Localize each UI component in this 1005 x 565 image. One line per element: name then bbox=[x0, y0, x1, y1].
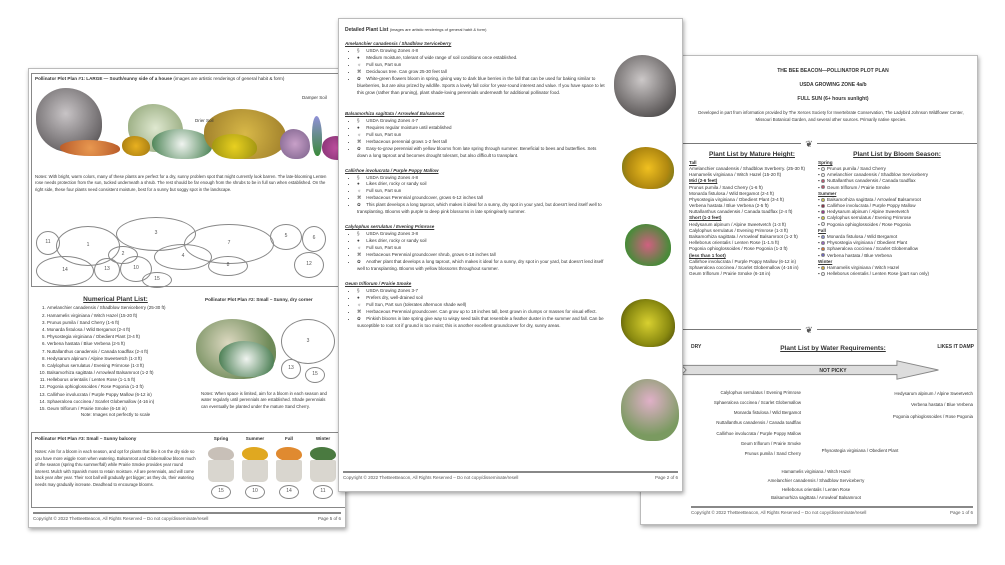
plant-detail-text: USDA Growing Zones 3-8 bbox=[365, 231, 419, 237]
water-item: Callirhoe involucrata / Purple Poppy Mallow bbox=[716, 430, 801, 436]
sun-icon: ☼ bbox=[357, 61, 362, 67]
pot-image bbox=[208, 460, 234, 482]
plant-detail bbox=[357, 202, 607, 216]
plant-detail bbox=[357, 238, 607, 245]
plant-list-item: 4. Monarda fistulosa / Wild Bergamot (2-4 ft) bbox=[47, 326, 198, 333]
list-note: Note: Images not perfectly to scale bbox=[80, 412, 151, 418]
bee-divider bbox=[641, 325, 977, 335]
plant-detail-text: Full Sun, Part sun (tolerates afternoon shade well) bbox=[365, 302, 467, 307]
plant-section bbox=[345, 41, 607, 97]
height-list-item: Physostegia virginiana / Obedient Plant (3-4 ft) bbox=[689, 196, 784, 202]
plan-circle: 12 bbox=[294, 252, 324, 278]
height-group-label: Mid (2-6 feet) bbox=[689, 178, 718, 184]
plant-detail bbox=[357, 69, 607, 76]
height-list-item: Calylophus serrulatus / Evening Primrose (1-3 ft) bbox=[689, 227, 789, 233]
water-drop-icon: ● bbox=[357, 54, 360, 60]
water-item: Balsamorhiza sagittata / Arrowleaf Balsamroot bbox=[771, 495, 861, 501]
height-list-item: Verbena hastata / Blue Verbena (2-5 ft) bbox=[689, 203, 769, 209]
plan2-circle: 15 bbox=[305, 367, 325, 383]
water-list-title: Plant List by Water Requirements: bbox=[780, 345, 886, 352]
size-icon: ⌘ bbox=[357, 68, 362, 74]
bloom-item-label: Hamamelis virginiana / Witch Hazel bbox=[826, 264, 900, 270]
pot-number-circle: 14 bbox=[279, 485, 299, 499]
plan-circle: 3 bbox=[116, 217, 196, 251]
plant-detail-text: USDA Growing Zones 3-7 bbox=[365, 288, 419, 294]
map-icon: § bbox=[357, 174, 360, 180]
sun-icon: ☼ bbox=[357, 131, 362, 137]
credit-note: Developed in part from information provided by The Xerces Society for Invertebrate Conservation, The Ladybird Johnson Wildflower Center, Missouri Botanical Garden, and several other sources. Primarily native species. bbox=[698, 110, 964, 122]
water-item: Verbena hastata / Blue Verbena bbox=[910, 402, 973, 408]
plant-name: Callirhoe involucrata / Purple Poppy Mallow bbox=[345, 167, 439, 173]
bloom-item-label: Callirhoe involucrata / Purple Poppy Mallow bbox=[826, 203, 916, 209]
plant-detail bbox=[357, 139, 607, 146]
bullet-icon: ▪ bbox=[818, 209, 821, 215]
bullet-icon: ▪ bbox=[818, 240, 821, 246]
plant-detail bbox=[357, 252, 607, 259]
plant-list-item: 6. Verbena hastata / Blue Verbena (2-5 ft) bbox=[47, 340, 198, 347]
water-item: Geum triflorum / Prairie Smoke bbox=[740, 440, 801, 446]
color-dot-icon bbox=[821, 235, 825, 239]
bullet-icon: ▪ bbox=[818, 252, 821, 258]
plant-list-item: 15. Geum triflorum / Prairie Smoke (6-18 in) bbox=[47, 405, 198, 412]
page-footer bbox=[343, 471, 678, 482]
map-icon: § bbox=[357, 288, 360, 294]
plan1-notes: Notes: With bright, warm colors, many of these plants are perfect for a dry, sunny problem spot that might currently look barren. The late-blooming Lenten rose needs protection from the sun, tucked underneath a shrub. The rest should be far enough from the shrubs to be in full sun when established. On the right side, these four plants need consistent moisture, best for a sunny but soggy spot in the landscape. bbox=[35, 174, 327, 192]
color-dot-icon bbox=[821, 185, 825, 189]
height-list-item: Prunus pumila / Sand Cherry (1-6 ft) bbox=[689, 184, 763, 190]
plan2-white-flowers-image bbox=[219, 341, 274, 377]
size-icon: ⌘ bbox=[357, 138, 362, 144]
plant-list-item: 11. Helleborus orientalis / Lenten Rose (1-1.5 ft) bbox=[47, 376, 198, 383]
plant-list-item: 2. Hamamelis virginiana / Witch Hazel (15-20 ft) bbox=[47, 312, 198, 319]
water-drop-icon: ● bbox=[357, 295, 360, 301]
plan-circle: 5 bbox=[270, 224, 302, 250]
color-dot-icon bbox=[821, 173, 825, 177]
plant-name: Amelanchier canadensis / Shadblow Serviceberry bbox=[345, 41, 452, 46]
flower-icon: ✿ bbox=[357, 145, 361, 151]
plant-detail-text: USDA Growing Zones 4-8 bbox=[365, 47, 419, 53]
balsamroot-image bbox=[622, 147, 674, 189]
water-item: Hamamelis virginiana / Witch Hazel bbox=[781, 469, 851, 474]
bloom-list-item bbox=[818, 271, 976, 277]
bullet-icon: ▪ bbox=[818, 215, 821, 221]
water-item: Calylophus serrulatus / Evening Primrose bbox=[720, 390, 801, 395]
likes-damp-label: LIKES IT DAMP bbox=[937, 344, 974, 350]
height-list-item: Pogonia ophioglossoides / Rose Pogonia (1-3 ft) bbox=[689, 246, 788, 252]
height-group-label: (less than 1 foot) bbox=[689, 252, 726, 258]
color-dot-icon bbox=[821, 167, 825, 171]
water-item: Monarda fistulosa / Wild Bergamot bbox=[733, 410, 801, 416]
bullet-icon: ▪ bbox=[818, 172, 821, 178]
plan-circle: 11 bbox=[36, 231, 60, 255]
bloom-item-label: Monarda fistulosa / Wild Bergamot bbox=[826, 234, 898, 240]
plant-name: Calylophus serrulatus / Evening Primrose bbox=[345, 224, 435, 230]
pot-image bbox=[242, 460, 268, 482]
plant-detail bbox=[357, 76, 607, 97]
numerical-list-title: Numerical Plant List: bbox=[83, 296, 148, 303]
plant-detail-text: Another plant that develops a long taproot, which makes it ideal for a sunny, dry spot in your yard, but doesn't lend itself well to transplanting. Blooms with yellow blossoms throughout summer. bbox=[357, 259, 604, 272]
bloom-item-label: Helleborus orientalis / Lenten Rose (part sun only) bbox=[826, 271, 930, 277]
plant-detail-text: Herbaceous Perennial groundcover, grows 6-12 inches tall bbox=[365, 195, 483, 201]
evening-primrose-image bbox=[621, 299, 675, 347]
season-label: Winter bbox=[315, 436, 331, 441]
plant-detail-text: This plant develops a long taproot, which makes it ideal for a sunny, dry spot in your yard, but doesn't lend itself well to transplanting. Blooms with purple to deep pink blossoms in late spring/early summer. bbox=[357, 202, 602, 215]
drier-soil-label: Drier Soil bbox=[195, 118, 214, 123]
plant-list-item: 1. Amelanchier canadensis / Shadblow Serviceberry (25-30 ft) bbox=[47, 304, 198, 311]
page-2-detailed-plant-list bbox=[338, 18, 683, 492]
bullet-icon: ▪ bbox=[818, 196, 821, 202]
color-dot-icon bbox=[821, 222, 825, 226]
height-list-item: Helleborus orientalis / Lenten Rose (1-1.5 ft) bbox=[689, 240, 780, 246]
potted-plant-image bbox=[242, 447, 268, 461]
sun-icon: ☼ bbox=[357, 302, 362, 307]
page-footer bbox=[691, 506, 973, 517]
plan-circle: 8 bbox=[208, 256, 248, 276]
height-list-item: Nuttallanthus canadensis / Canada toadflax (2-4 ft) bbox=[689, 209, 793, 215]
pot-image bbox=[310, 460, 336, 482]
plan-circle: 6 bbox=[302, 226, 326, 252]
plan-circle: 7 bbox=[184, 224, 274, 264]
water-item: Amelanchier canadensis / Shadblow Serviceberry bbox=[767, 477, 865, 483]
page-5-plot-plans bbox=[28, 68, 346, 528]
plant-detail bbox=[357, 132, 607, 139]
bullet-icon: ▪ bbox=[818, 203, 821, 209]
globemallow-image bbox=[60, 140, 120, 156]
size-icon: ⌘ bbox=[357, 252, 362, 258]
bloom-group-label: Fall bbox=[818, 227, 826, 233]
water-drop-icon: ● bbox=[357, 124, 360, 130]
plan-circle: 13 bbox=[94, 258, 120, 282]
height-list-item: Hamamelis virginiana / Witch Hazel (15-20 ft) bbox=[689, 172, 782, 178]
plant-detail bbox=[357, 118, 607, 125]
plant-detail-text: Full sun, Part sun bbox=[365, 188, 402, 194]
bee-ornament-icon: ❦ bbox=[801, 139, 817, 149]
plant-list-item: 13. Callirhoe involucrata / Purple Poppy Mallow (6-12 in) bbox=[47, 391, 198, 398]
bloom-list-title: Plant List by Bloom Season: bbox=[853, 151, 941, 158]
plant-detail-text: Likes drier, rocky or sandy soil bbox=[365, 181, 427, 187]
flower-icon: ✿ bbox=[357, 202, 361, 208]
height-list-item: Balsamorhiza sagittata / Arrowleaf Balsamroot (1-2 ft) bbox=[689, 234, 798, 240]
copyright: Copyright © 2022 TheBeeBeacon, All Rights Reserved – Do not copy/disseminate/resell bbox=[33, 516, 209, 521]
bloom-item-label: Pogonia ophioglossoides / Rose Pogonia bbox=[826, 221, 911, 227]
water-item: Nuttallanthus canadensis / Canada toadflax bbox=[716, 420, 801, 426]
plan3-box bbox=[31, 432, 346, 508]
not-picky-label: NOT PICKY bbox=[819, 368, 847, 374]
bullet-icon: ▪ bbox=[818, 221, 821, 227]
bullet-icon: ▪ bbox=[818, 271, 821, 277]
plant-detail-text: Medium moisture, tolerant of wide range of soil conditions once established. bbox=[365, 54, 518, 60]
pot-number-circle: 11 bbox=[313, 485, 333, 499]
map-icon: § bbox=[357, 47, 360, 53]
plant-detail bbox=[357, 188, 607, 195]
bullet-icon: ▪ bbox=[818, 178, 821, 184]
plant-detail bbox=[357, 231, 607, 238]
plant-detail bbox=[357, 175, 607, 182]
season-label: Spring bbox=[213, 436, 229, 441]
page-footer bbox=[33, 512, 341, 523]
plant-list-item: 3. Prunus pumila / Sand Cherry (1-6 ft) bbox=[47, 319, 198, 326]
color-dot-icon bbox=[821, 198, 825, 202]
height-list-item: Amelanchier canadensis / Shadblow Sverberry. (25-30 ft) bbox=[689, 165, 806, 171]
plan-circle: 2 bbox=[108, 246, 138, 264]
height-list-item: Monarda fistulosa / Wild Bergamot (2-4 ft) bbox=[689, 190, 775, 196]
plant-detail bbox=[357, 316, 607, 330]
plant-detail-text: White-green flowers bloom in spring, giving way to dark blue berries in the fall that can be used for baking similar to blueberries, but are also prized by wildlife. Sports a lovely fall color for year-round interest and value. If you have space to let this grow (rather than pruning), plant shade-loving perennials underneath for additional pollinator food. bbox=[357, 75, 605, 95]
plant-detail-text: Requires regular moisture until established bbox=[365, 124, 452, 130]
flower-icon: ✿ bbox=[357, 75, 361, 81]
plant-detail bbox=[357, 55, 607, 62]
potted-plant-image bbox=[276, 447, 302, 461]
poppy-mallow-image bbox=[625, 224, 671, 266]
plant-detail bbox=[357, 125, 607, 132]
bloom-season-list bbox=[818, 151, 976, 277]
color-dot-icon bbox=[821, 253, 825, 257]
damper-soil-label: Damper Soil bbox=[302, 95, 327, 100]
color-dot-icon bbox=[821, 179, 825, 183]
page-1-overview bbox=[640, 55, 978, 525]
plant-detail-text: Full sun, Part sun bbox=[365, 61, 402, 67]
plant-section bbox=[345, 168, 607, 217]
bloom-item-label: Geum triflorum / Prairie Smoke bbox=[826, 184, 890, 190]
bullet-icon: ▪ bbox=[818, 165, 821, 171]
pot-image bbox=[276, 460, 302, 482]
page-number: Page 1 of 6 bbox=[949, 510, 973, 515]
height-list-item: Hedysarum alpinum / Alpine Sweetvetch (1-3 ft) bbox=[689, 221, 787, 227]
color-dot-icon bbox=[821, 272, 825, 276]
plant-detail-text: Full sun, Part sun bbox=[365, 131, 402, 137]
dry-label: DRY bbox=[691, 344, 702, 350]
bullet-icon: ▪ bbox=[818, 264, 821, 270]
plan2-title: Pollinator Plot Plan #2: Small – Sunny, dry corner bbox=[205, 297, 313, 302]
bullet-icon: ▪ bbox=[818, 184, 821, 190]
plant-list-item: 5. Physostegia virginiana / Obedient Plant (3-4 ft) bbox=[47, 333, 198, 340]
plant-detail bbox=[357, 288, 607, 295]
verbena-image bbox=[312, 116, 322, 156]
height-list-item: Callirhoe involucrata / Purple Poppy Mallow (6-12 in) bbox=[689, 258, 796, 264]
plan-circle: 4 bbox=[154, 244, 212, 270]
plant-list-item: 8. Hedysarum alpinum / Alpine Sweetvetch (1-3 ft) bbox=[47, 355, 198, 362]
plan2-notes: Notes: When space is limited, aim for a bloom in each season and water regularly until perennials are established. Shade perennials can eventually be planted under the mature Sand Cherry. bbox=[201, 391, 327, 409]
plan-circle: 15 bbox=[142, 272, 172, 288]
plant-detail-text: Likes drier, rocky or sandy soil bbox=[365, 238, 427, 244]
prairie-smoke-image bbox=[621, 379, 679, 441]
color-dot-icon bbox=[821, 241, 825, 245]
plan-circle: 10 bbox=[120, 256, 152, 282]
water-item: Prunus pumila / Sand Cherry bbox=[744, 450, 801, 456]
bloom-item-label: Physostegia virginiana / Obedient Plant bbox=[826, 240, 908, 246]
bloom-item-label: Amelanchier canadensis / Shadblow Serviceberry bbox=[826, 172, 929, 178]
plan1-box bbox=[31, 73, 346, 287]
bullet-icon: ▪ bbox=[818, 234, 821, 240]
detailed-list-note: (images are artistic renderings of general habit & form) bbox=[389, 27, 487, 32]
detailed-list-title: Detailed Plant List bbox=[345, 27, 389, 33]
plan-circle: 14 bbox=[36, 256, 94, 286]
pot-number-circle: 10 bbox=[245, 485, 265, 499]
white-flowers-image bbox=[152, 129, 212, 159]
sun-icon: ☼ bbox=[357, 245, 362, 251]
plant-detail-text: Deciduous tree. Can grow 25-30 feet tall bbox=[365, 68, 447, 74]
color-dot-icon bbox=[821, 204, 825, 208]
plan1-title: Pollinator Plot Plan #1: LARGE — South/sunny side of a house bbox=[35, 76, 173, 81]
plant-detail bbox=[357, 309, 607, 316]
bloom-item-label: Verbena hastata / Blue Verbena bbox=[826, 252, 892, 258]
water-item: Sphaeralcea coccinea / Scarlet Globemallow bbox=[713, 400, 801, 406]
numerical-plant-list bbox=[33, 295, 198, 419]
plant-section bbox=[345, 281, 607, 330]
serviceberry-image bbox=[614, 55, 676, 117]
map-icon: § bbox=[357, 117, 360, 123]
bloom-group-label: Summer bbox=[818, 190, 837, 196]
bloom-item-label: Balsamorhiza sagittata / Arrowleaf Balsamroot bbox=[826, 196, 921, 202]
plant-section bbox=[345, 111, 607, 160]
plant-detail-text: Herbaceous Perennial groundcover. Can grow up to 18 inches tall, best grown in clumps or masses for visual effect. bbox=[365, 308, 597, 314]
season-label: Summer bbox=[245, 436, 265, 441]
potted-plant-image bbox=[310, 447, 336, 461]
plant-detail-text: Pinkish blooms in late spring give way to wispy seed tails that resemble a feather duster in the summer and fall. Can be susceptible to root rot if ground is too moist; this is another excellent groundcover for dry, sunny areas. bbox=[357, 315, 604, 328]
water-item: Pogonia ophioglossoides / Rose Pogonia bbox=[892, 413, 973, 419]
plant-detail-text: Prefers dry, well-drained soil bbox=[365, 295, 423, 301]
bullet-icon: ▪ bbox=[818, 246, 821, 252]
flower-icon: ✿ bbox=[357, 259, 361, 265]
plant-detail-text: Herbaceous perennial grows 1-2 feet tall bbox=[365, 138, 448, 144]
bloom-item-label: Prunus pumila / Sand Cherry bbox=[826, 165, 886, 171]
plant-detail bbox=[357, 302, 607, 309]
height-list-item: Sphaeralcea coccinea / Scarlet Globemallow (4-16 in) bbox=[689, 264, 799, 270]
flower-icon: ✿ bbox=[357, 315, 361, 321]
doc-title: THE BEE BEACON—POLLINATOR PLOT PLAN bbox=[777, 68, 889, 74]
sun-requirement: FULL SUN (6+ hours sunlight) bbox=[797, 96, 869, 102]
color-dot-icon bbox=[821, 247, 825, 251]
size-icon: ⌘ bbox=[357, 195, 362, 201]
pot-number-circle: 15 bbox=[211, 485, 231, 499]
bloom-group-label: Spring bbox=[818, 159, 833, 165]
bloom-item-label: Calylophus serrulatus / Evening Primrose bbox=[826, 215, 912, 221]
plant-list-item: 10. Balsamorhiza sagittata / Arrowleaf Balsamroot (1-2 ft) bbox=[47, 369, 198, 376]
bee-ornament-icon: ❦ bbox=[801, 325, 817, 335]
sweetvetch-image bbox=[280, 129, 310, 159]
plant-detail bbox=[357, 48, 607, 55]
bloom-item-label: Nuttallanthus canadensis / Canada toadflax bbox=[826, 178, 916, 184]
bloom-item-label: Sphaeralcea coccinea / Scarlet Globemallow bbox=[826, 246, 919, 252]
height-list-title: Plant List by Mature Height: bbox=[709, 151, 795, 158]
copyright: Copyright © 2022 TheBeeBeacon, All Rights Reserved – Do not copy/disseminate/resell bbox=[343, 475, 519, 480]
plant-detail-text: Full sun, Part sun bbox=[365, 245, 402, 251]
water-item: Helleborus orientalis / Lenten Rose bbox=[781, 486, 851, 492]
plant-section bbox=[345, 224, 607, 273]
size-icon: ⌘ bbox=[357, 308, 362, 314]
plant-detail bbox=[357, 146, 607, 160]
potted-plant-image bbox=[208, 447, 234, 461]
map-icon: § bbox=[357, 231, 360, 237]
water-drop-icon: ● bbox=[357, 238, 360, 244]
plant-detail-text: Easy-to-grow perennial with yellow blooms from late spring through summer. Beneficial to bees and butterflies. Sets down a long taproot and becomes drought tolerant, but also difficult to transplant. bbox=[357, 145, 597, 158]
plan2-circle: 3 bbox=[281, 319, 335, 364]
plant-name: Balsamorhiza sagittata / Arrowleaf Balsamroot bbox=[345, 110, 445, 116]
color-dot-icon bbox=[821, 216, 825, 220]
bloom-group-label: Winter bbox=[818, 258, 833, 264]
plan2-circle: 13 bbox=[281, 359, 301, 379]
plant-list-item: 9. Calylophus serrulatus / Evening Primrose (1-3 ft) bbox=[47, 362, 198, 369]
plant-list-item: 7. Nuttallanthus canadensis / Canada toadflax (2-4 ft) bbox=[47, 348, 198, 355]
water-item: Hedysarum alpinum / Alpine Sweetvetch bbox=[894, 391, 973, 396]
water-item: Physostegia virginiana / Obedient Plant bbox=[821, 448, 899, 453]
growing-zone: USDA GROWING ZONE 4a/b bbox=[799, 82, 867, 88]
plant-detail-text: USDA Growing Zones 4-7 bbox=[365, 117, 419, 123]
plant-detail bbox=[357, 195, 607, 202]
height-group-label: Tall bbox=[689, 159, 697, 165]
yellow-flowers-image bbox=[212, 134, 257, 159]
plant-detail bbox=[357, 259, 607, 273]
plant-detail-text: Herbaceous Perennial groundcover shrub, grows 6-18 inches tall bbox=[365, 252, 496, 258]
plant-detail-text: USDA Growing Zones 4-8 bbox=[365, 174, 419, 180]
plant-detail bbox=[357, 62, 607, 69]
bee-divider bbox=[641, 139, 977, 149]
plan1-title-note: (images are artistic renderings of general habit & form) bbox=[173, 76, 285, 81]
plant-detail bbox=[357, 295, 607, 302]
plant-detail bbox=[357, 245, 607, 252]
bloom-item-label: Hedysarum alpinum / Alpine Sweetvetch bbox=[826, 209, 910, 215]
sun-icon: ☼ bbox=[357, 188, 362, 194]
plant-list-item: 14. Sphaeralcea coccinea / Scarlet Globemallow (4-16 in) bbox=[47, 398, 198, 405]
mature-height-list bbox=[689, 151, 815, 277]
plan3-notes: Notes: Aim for a bloom in each season, and opt for plants that like it on the dry side so you have more wiggle room when watering. Balsamroot and Globemallow bloom much of the season (spring thru summer/fall) while Prairie Smoke provides year round interest. Mulch with Spanish moss to retain moisture. All are perennials, and will come back year after year. Their root ball will gradually get bigger; as they do, their watering needs may gradually increase. Deadhead to encourage blooms. bbox=[35, 449, 196, 487]
balsamroot-image bbox=[122, 136, 150, 156]
height-group-label: Short (1-3 feet) bbox=[689, 215, 722, 221]
color-dot-icon bbox=[821, 210, 825, 214]
plant-detail bbox=[357, 181, 607, 188]
page-number: Page 5 of 6 bbox=[317, 516, 341, 521]
height-list-item: Geum triflorum / Prairie Smoke (6-18 in) bbox=[689, 271, 771, 277]
copyright: Copyright © 2022 TheBeeBeacon, All Rights Reserved – Do not copy/disseminate/resell bbox=[691, 510, 867, 515]
plan-circle: 1 bbox=[56, 226, 120, 266]
plan3-title: Pollinator Plot Plan #3: Small – Sunny balcony bbox=[35, 436, 137, 441]
season-label: Fall bbox=[285, 436, 293, 441]
plant-list-item: 12. Pogonia ophioglossoides / Rose Pogonia (1-3 ft) bbox=[47, 383, 198, 390]
color-dot-icon bbox=[821, 266, 825, 270]
page-number: Page 2 of 6 bbox=[654, 475, 678, 480]
water-drop-icon: ● bbox=[357, 181, 360, 187]
plant-name: Geum triflorum / Prairie Smoke bbox=[345, 281, 412, 287]
